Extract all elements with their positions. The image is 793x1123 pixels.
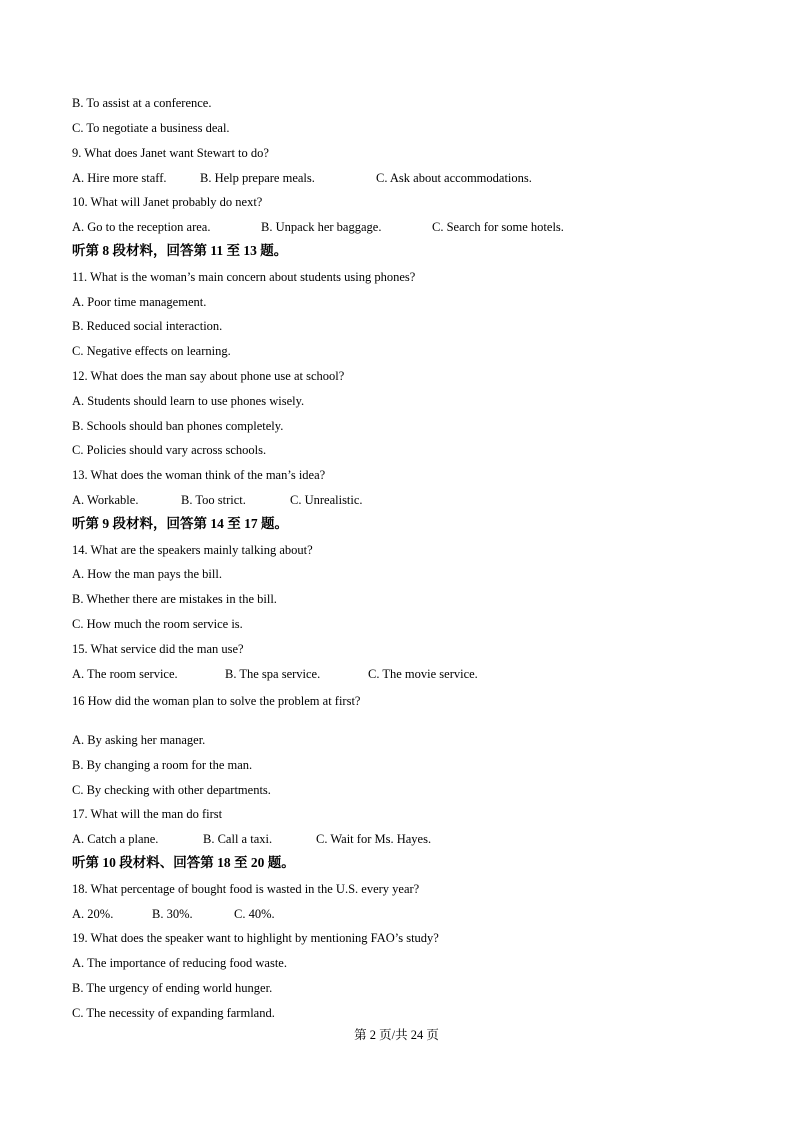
question-text: 17. What will the man do first (72, 807, 223, 821)
question-text: 19. What does the speaker want to highlight by mentioning FAO’s study? (72, 931, 439, 945)
question-text: 10. What will Janet probably do next? (72, 195, 263, 209)
answer-option: C. Search for some hotels. (432, 220, 564, 234)
section-heading: 听第 8 段材料，回答第 11 至 13 题。 (72, 243, 288, 258)
answer-option: A. By asking her manager. (72, 733, 206, 747)
section-heading: 听第 9 段材料，回答第 14 至 17 题。 (72, 516, 288, 531)
question-text: 15. What service did the man use? (72, 642, 244, 656)
answer-option: B. Whether there are mistakes in the bill. (72, 592, 277, 606)
answer-option: C. Negative effects on learning. (72, 344, 231, 358)
answer-option: B. Unpack her baggage. (261, 220, 382, 234)
question-text: 16 How did the woman plan to solve the problem at first? (72, 694, 361, 708)
section-heading: 听第 10 段材料、回答第 18 至 20 题。 (72, 855, 295, 870)
answer-option: C. Ask about accommodations. (376, 171, 532, 185)
answer-option: A. Students should learn to use phones wisely. (72, 394, 305, 408)
answer-option: C. Policies should vary across schools. (72, 443, 267, 457)
page-footer: 第 2 页/共 24 页 (354, 1028, 439, 1042)
answer-option: C. The movie service. (368, 667, 478, 681)
answer-option: C. How much the room service is. (72, 617, 243, 631)
question-text: 11. What is the woman’s main concern about students using phones? (72, 270, 416, 284)
answer-option: B. The spa service. (225, 667, 321, 681)
answer-option: B. Call a taxi. (203, 832, 273, 846)
answer-option: C. The necessity of expanding farmland. (72, 1006, 275, 1020)
question-text: 14. What are the speakers mainly talking about? (72, 543, 313, 557)
answer-option: B. 30%. (152, 907, 193, 921)
answer-option: B. To assist at a conference. (72, 96, 212, 110)
question-text: 12. What does the man say about phone use at school? (72, 369, 345, 383)
answer-option: B. Reduced social interaction. (72, 319, 223, 333)
answer-option: A. How the man pays the bill. (72, 567, 222, 581)
answer-option: A. Hire more staff. (72, 171, 167, 185)
answer-option: B. Schools should ban phones completely. (72, 419, 284, 433)
answer-option: B. Too strict. (181, 493, 246, 507)
answer-option: A. The importance of reducing food waste. (72, 956, 287, 970)
question-text: 9. What does Janet want Stewart to do? (72, 146, 269, 160)
answer-option: C. To negotiate a business deal. (72, 121, 230, 135)
answer-option: B. The urgency of ending world hunger. (72, 981, 273, 995)
answer-option: B. Help prepare meals. (200, 171, 315, 185)
question-text: 13. What does the woman think of the man’s idea? (72, 468, 326, 482)
answer-option: C. Unrealistic. (290, 493, 363, 507)
answer-option: C. By checking with other departments. (72, 783, 271, 797)
answer-option: A. Poor time management. (72, 295, 207, 309)
question-text: 18. What percentage of bought food is wasted in the U.S. every year? (72, 882, 420, 896)
answer-option: A. The room service. (72, 667, 178, 681)
answer-option: A. Workable. (72, 493, 139, 507)
answer-option: A. Catch a plane. (72, 832, 159, 846)
answer-option: A. Go to the reception area. (72, 220, 211, 234)
answer-option: C. 40%. (234, 907, 275, 921)
answer-option: B. By changing a room for the man. (72, 758, 253, 772)
answer-option: A. 20%. (72, 907, 114, 921)
answer-option: C. Wait for Ms. Hayes. (316, 832, 432, 846)
